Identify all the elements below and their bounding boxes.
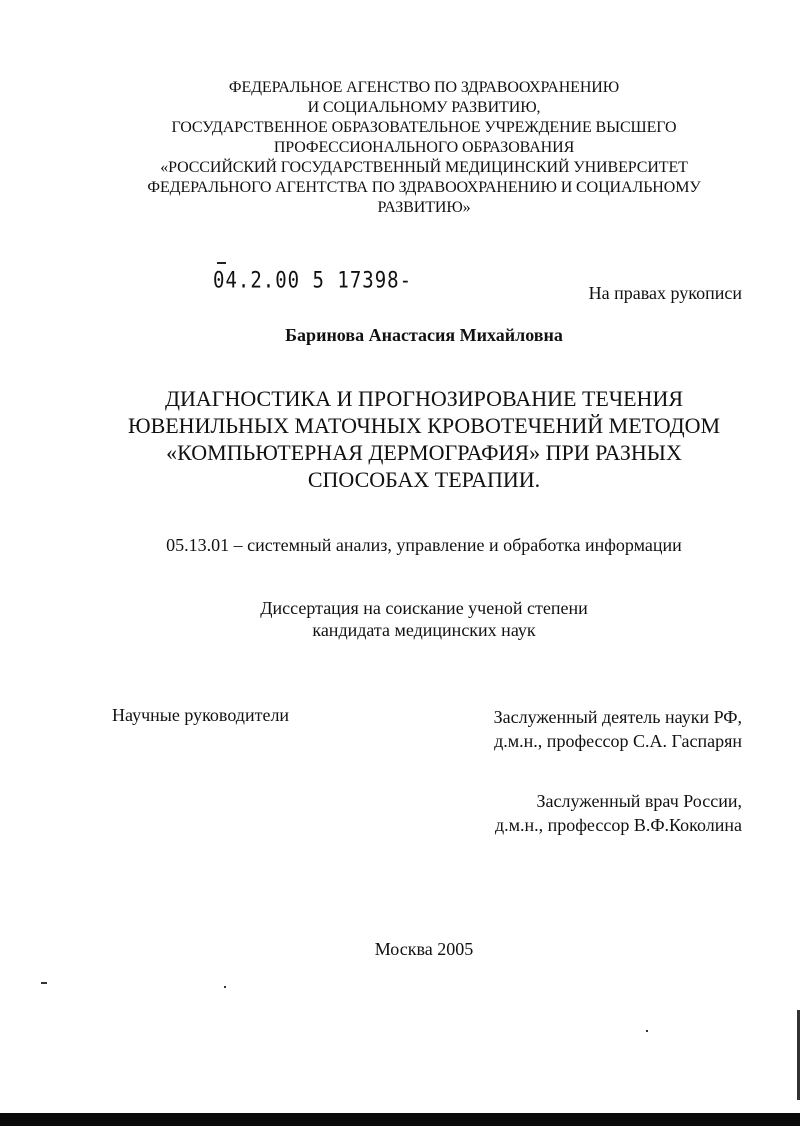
- degree-line: кандидата медицинских наук: [312, 620, 536, 640]
- supervisor-entry: [495, 789, 742, 837]
- supervisor-title: Заслуженный врач России,: [536, 791, 742, 811]
- scan-speck: [646, 1030, 648, 1032]
- specialty-code: 05.13.01 – системный анализ, управление и обработка информации: [166, 535, 682, 555]
- header-line: «РОССИЙСКИЙ ГОСУДАРСТВЕННЫЙ МЕДИЦИНСКИЙ УНИВЕРСИТЕТ: [160, 159, 688, 176]
- supervisor-entry: [494, 705, 742, 753]
- header-line: РАЗВИТИЮ»: [377, 199, 471, 216]
- header-line: ФЕДЕРАЛЬНОГО АГЕНТСТВА ПО ЗДРАВООХРАНЕНИЮ И СОЦИАЛЬНОМУ: [147, 179, 701, 196]
- title-line: ЮВЕНИЛЬНЫХ МАТОЧНЫХ КРОВОТЕЧЕНИЙ МЕТОДОМ: [127, 413, 721, 438]
- supervisor-name: д.м.н., профессор В.Ф.Коколина: [494, 815, 742, 835]
- title-line: СПОСОБАХ ТЕРАПИИ.: [307, 467, 541, 492]
- scan-speck: [41, 982, 47, 984]
- scan-speck: [224, 986, 226, 988]
- supervisor-name: д.м.н., профессор С.А. Гаспарян: [494, 731, 742, 751]
- city-year: Москва 2005: [374, 939, 474, 959]
- scan-bottom-border: [0, 1113, 800, 1126]
- author-name: Баринова Анастасия Михайловна: [285, 325, 563, 345]
- dissertation-title: [0, 385, 800, 493]
- header-line: ФЕДЕРАЛЬНОЕ АГЕНСТВО ПО ЗДРАВООХРАНЕНИЮ: [228, 79, 620, 96]
- title-line: «КОМПЬЮТЕРНАЯ ДЕРМОГРАФИЯ» ПРИ РАЗНЫХ: [166, 440, 682, 465]
- degree-line: Диссертация на соискание ученой степени: [260, 598, 588, 618]
- supervisors-label: Научные руководители: [112, 705, 290, 725]
- institution-header: [0, 78, 800, 218]
- degree-statement: [0, 597, 800, 641]
- rights-notice: На правах рукописи: [588, 283, 742, 303]
- archive-number-mark: [217, 262, 226, 264]
- header-line: ГОСУДАРСТВЕННОЕ ОБРАЗОВАТЕЛЬНОЕ УЧРЕЖДЕНИЕ ВЫСШЕГО: [171, 119, 677, 136]
- header-line: И СОЦИАЛЬНОМУ РАЗВИТИЮ,: [307, 99, 541, 116]
- header-line: ПРОФЕССИОНАЛЬНОГО ОБРАЗОВАНИЯ: [273, 139, 575, 156]
- archive-number: 04.2.00 5 17398-: [213, 268, 413, 294]
- supervisor-title: Заслуженный деятель науки РФ,: [493, 707, 742, 727]
- title-line: ДИАГНОСТИКА И ПРОГНОЗИРОВАНИЕ ТЕЧЕНИЯ: [164, 386, 684, 411]
